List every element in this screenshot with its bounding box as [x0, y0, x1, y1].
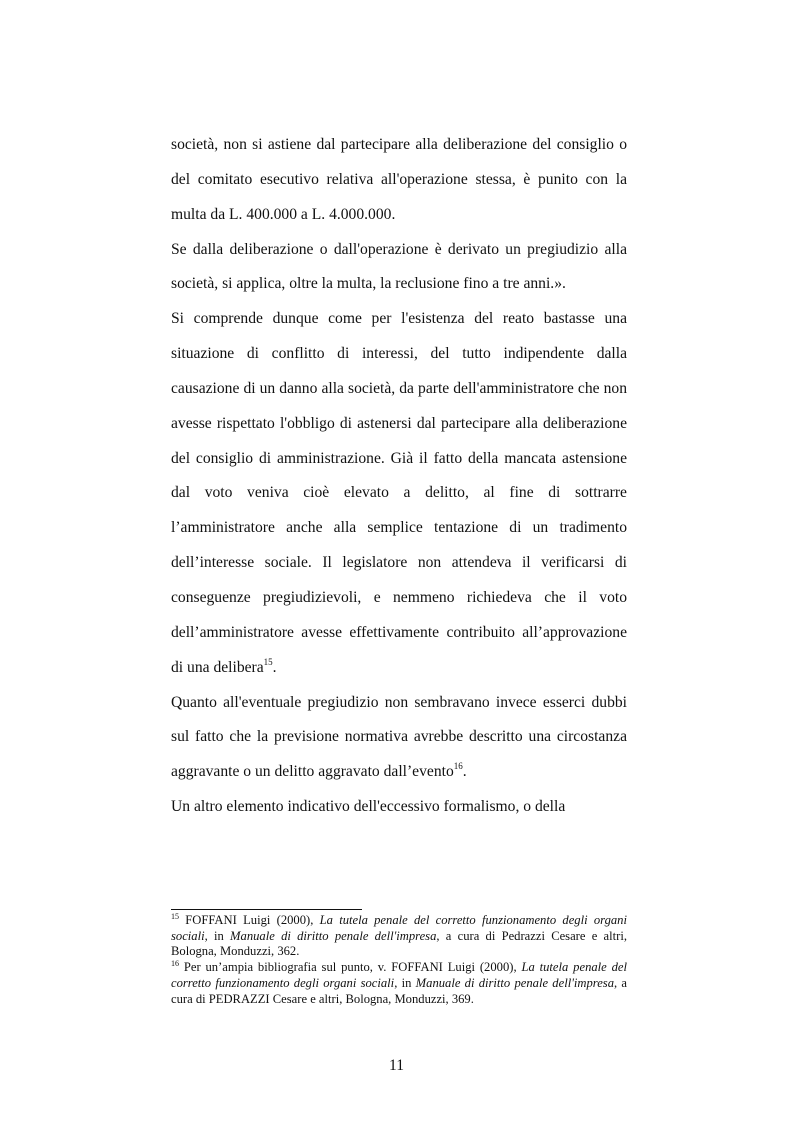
paragraph-3	[171, 302, 627, 685]
footnote-separator	[171, 909, 362, 910]
page-number: 11	[388, 1057, 404, 1074]
text-line: Quanto all'eventuale pregiudizio non sembravano invece esserci dubbi	[171, 693, 627, 711]
footnote-text: Per un’ampia bibliografia sul punto, v. FOFFANI Luigi (2000),	[179, 960, 522, 975]
paragraph-2	[171, 233, 627, 303]
text-line: .	[272, 658, 277, 676]
footnote-text: , in	[394, 975, 416, 990]
text-line: Un altro elemento indicativo dell'eccessivo formalismo, o della	[171, 798, 566, 816]
text-line: aggravante o un delitto aggravato dall’evento	[171, 763, 454, 781]
footnote-15	[171, 913, 627, 960]
footnotes	[171, 913, 627, 1007]
footnote-ref-15[interactable]: 15	[263, 656, 273, 667]
footnote-ref-16[interactable]: 16	[453, 761, 463, 772]
text-line: società, si applica, oltre la multa, la reclusione fino a tre anni.».	[171, 275, 566, 293]
text-line: non avesse rispettato l'obbligo di astenersi dal partecipare alla	[171, 379, 627, 432]
text-line: società, non si astiene dal partecipare alla deliberazione del consiglio o	[171, 136, 627, 153]
footnote-text: , in	[204, 928, 231, 943]
text-line: all’approvazione di una delibera	[171, 623, 627, 676]
footnote-title: La tutela penale del corretto funzionamento degli organi sociali	[171, 960, 627, 990]
text-line: Si comprende dunque come per l'esistenza del reato bastasse una	[171, 310, 627, 328]
footnote-title: Manuale di diritto penale dell'impresa	[230, 928, 437, 943]
text-line: Se dalla deliberazione o dall'operazione è derivato un pregiudizio alla	[171, 240, 627, 258]
footnote-text: , a cura di Pedrazzi Cesare e altri, Bologna, Monduzzi, 362.	[171, 928, 627, 959]
text-line: verificarsi di conseguenze pregiudizievoli, e nemmeno richiedeva che	[171, 554, 627, 606]
text-line: deliberazione del consiglio di amministrazione. Già il fatto della	[171, 414, 627, 467]
text-line: sottrarre l’amministratore anche alla semplice tentazione di un	[171, 484, 627, 537]
text-line: tradimento dell’interesse sociale. Il legislatore non attendeva il	[171, 519, 627, 572]
text-line: del comitato esecutivo relativa all'operazione stessa, è punito con la	[171, 170, 627, 188]
footnote-number: 15	[171, 912, 179, 921]
footnote-title: La tutela penale del corretto funzionamento degli organi sociali	[171, 913, 627, 943]
footnote-text: FOFFANI Luigi (2000),	[179, 913, 320, 927]
footnote-16	[171, 960, 627, 1007]
footnote-text: , a cura di PEDRAZZI Cesare e altri, Bologna, Monduzzi, 369.	[171, 975, 627, 1006]
text-line: il voto dell’amministratore avesse effettivamente contribuito	[171, 588, 628, 641]
paragraph-1	[171, 128, 627, 233]
text-line: causazione di un danno alla società, da parte dell'amministratore che	[171, 379, 600, 397]
text-line: situazione di conflitto di interessi, del tutto indipendente dalla	[171, 345, 627, 363]
paragraph-5	[171, 790, 627, 825]
body-text	[171, 128, 627, 825]
text-line: .	[462, 763, 467, 781]
paragraph-4	[171, 686, 627, 791]
footnote-number: 16	[171, 959, 179, 969]
text-line: multa da L. 400.000 a L. 4.000.000.	[171, 205, 396, 223]
footnote-title: Manuale di diritto penale dell'impresa	[415, 975, 614, 990]
text-line: sul fatto che la previsione normativa avrebbe descritto una circostanza	[171, 728, 627, 746]
text-line: mancata astensione dal voto veniva cioè elevato a delitto, al fine di	[171, 449, 627, 502]
